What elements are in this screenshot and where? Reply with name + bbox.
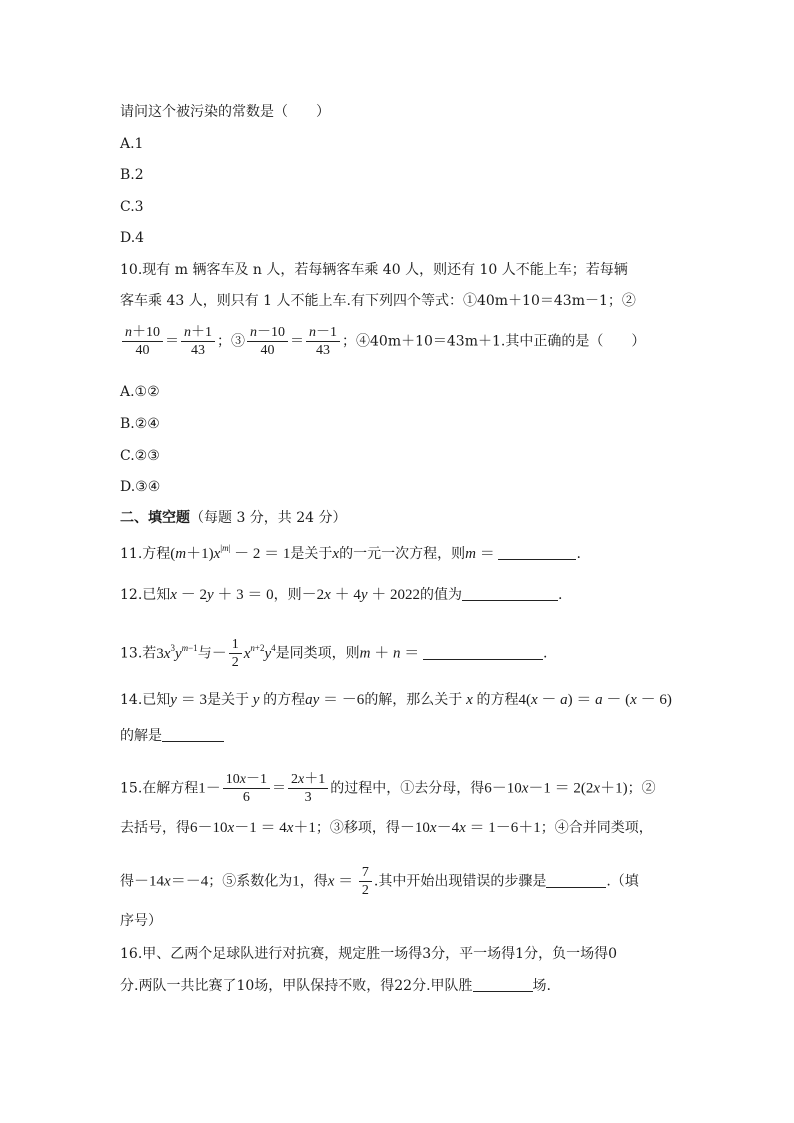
question-10-line3: $\frac{n+10}{40}$ ＝ $\frac{n+1}{43}$ ；③ $\frac{n-10}{40}$ ＝ $\frac{n-1}{43}$ ；④40m＋10＝43m＋1.其中正确的是（ ） (120, 324, 645, 359)
fraction-half: $\frac{1}{2}$ (229, 636, 242, 671)
answer-blank-14[interactable] (162, 727, 224, 742)
question-15-line2: 去括号，得6－10x－1 ＝ 4x＋1；③移项，得－10x－4x ＝ 1－6＋1；④合并同类项， (120, 820, 653, 836)
question-15-line3: 得－14x＝－4；⑤系数化为1，得x ＝ $\frac{7}{2}$ .其中开始出现错误的步骤是 .（填 (120, 865, 639, 898)
q9-option-c[interactable]: C.3 (120, 199, 144, 215)
fraction-eq2-right: $\frac{n+1}{43}$ (181, 324, 215, 359)
q10-option-b[interactable]: B.②④ (120, 416, 160, 432)
q9-option-b[interactable]: B.2 (120, 167, 144, 183)
q10-option-a[interactable]: A.①② (120, 384, 160, 400)
question-13: 13.若$3x^3y^{m-1}$与－ $\frac{1}{2}$ $x^{n+2}y^4$是同类项，则m ＋ n ＝ . (120, 637, 548, 670)
question-11: 11.方程$(m+1)x^{|m|} - 2 = 1$是关于x的一元一次方程，则m ＝ . (120, 543, 581, 562)
q10-option-c[interactable]: C.②③ (120, 448, 160, 464)
question-15-line4: 序号） (120, 913, 162, 929)
question-12: 12.已知x － 2y ＋ 3 ＝ 0，则－2x ＋ 4y ＋ 2022的值为 . (120, 587, 563, 603)
question-16-line1: 16.甲、乙两个足球队进行对抗赛，规定胜一场得3分，平一场得1分，负一场得0 (120, 946, 617, 962)
question-15-line1: 15.在解方程1－ $\frac{10x-1}{6}$ ＝ $\frac{2x+1}{3}$ 的过程中，①去分母，得6－10x－1 ＝ 2(2x＋1)；② (120, 772, 656, 805)
fraction-eq2-left: $\frac{n+10}{40}$ (122, 324, 163, 359)
question-10-line2: 客车乘 43 人，则只有 1 人不能上车.有下列四个等式：①40m＋10＝43m－1；② (120, 293, 636, 309)
fraction-15-right: $\frac{2x+1}{3}$ (288, 771, 328, 806)
question-16-line2: 分.两队一共比赛了10场，甲队保持不败，得22分.甲队胜 场. (120, 978, 551, 994)
question-14-line2: 的解是 (120, 726, 224, 746)
answer-blank-13[interactable] (423, 645, 543, 660)
fraction-15-left: $\frac{10x-1}{6}$ (223, 771, 270, 806)
answer-blank-12[interactable] (462, 586, 558, 601)
q9-option-a[interactable]: A.1 (120, 136, 144, 152)
answer-blank-11[interactable] (498, 545, 576, 560)
question-9-prompt: 请问这个被污染的常数是（ ） (120, 104, 330, 120)
answer-blank-15[interactable] (546, 873, 606, 888)
fraction-eq3-left: $\frac{n-10}{40}$ (247, 324, 288, 359)
question-14-line1: 14.已知y ＝ 3是关于 y 的方程ay ＝ －6的解，那么关于 x 的方程4(x － a) ＝ a － (x － 6) (120, 692, 672, 708)
fraction-seven-halves: $\frac{7}{2}$ (359, 864, 372, 899)
q9-option-d[interactable]: D.4 (120, 230, 145, 246)
question-10-line1: 10.现有 m 辆客车及 n 人，若每辆客车乘 40 人，则还有 10 人不能上车；若每辆 (120, 262, 628, 278)
answer-blank-16[interactable] (473, 977, 533, 992)
fraction-eq3-right: $\frac{n-1}{43}$ (306, 324, 340, 359)
q10-option-d[interactable]: D.③④ (120, 479, 161, 495)
section-heading: 二、填空题（每题 3 分，共 24 分） (120, 510, 347, 526)
